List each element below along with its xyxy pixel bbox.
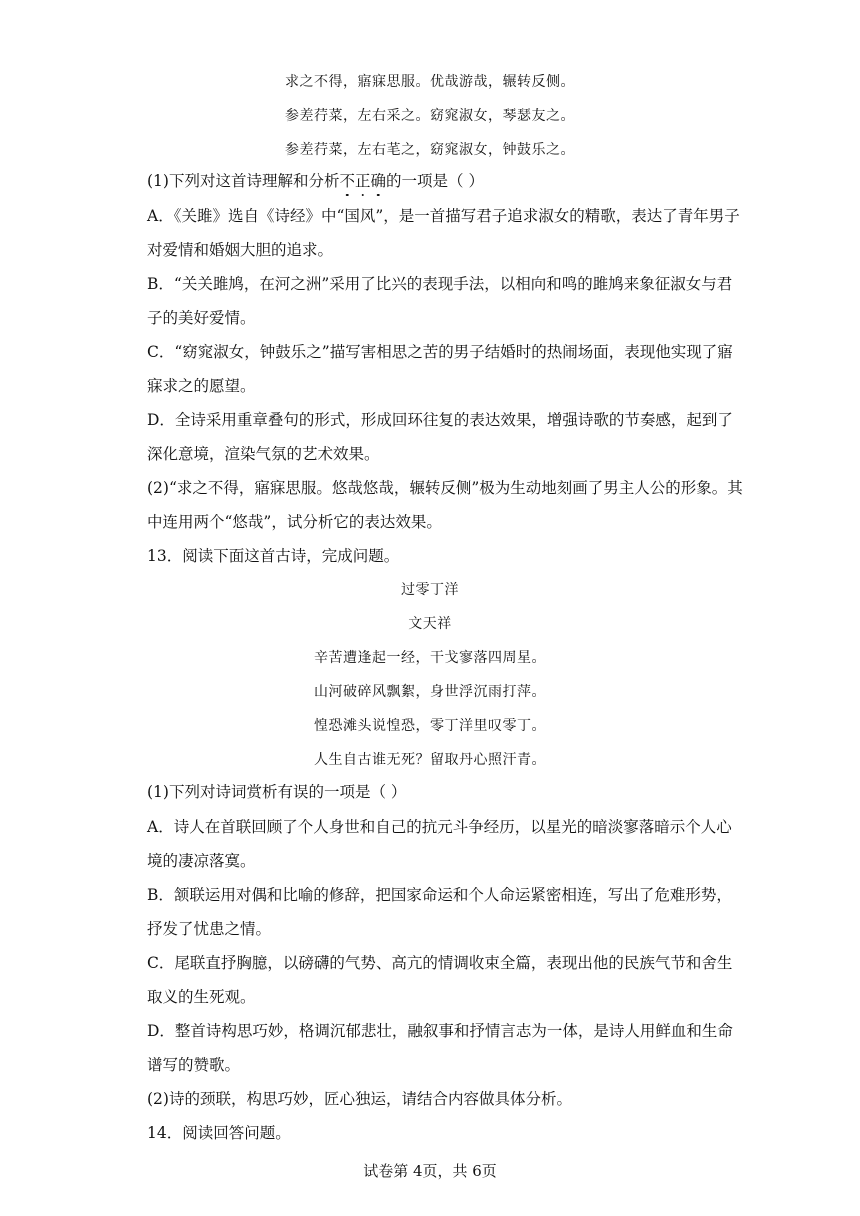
- option-d-line-1: D．全诗采用重章叠句的形式，形成回环往复的表达效果，增强诗歌的节奏感，起到了: [147, 411, 733, 429]
- poem-author: 文天祥: [408, 616, 452, 632]
- option-d-line-2: 谱写的赞歌。: [147, 1056, 241, 1074]
- poem-line: 山河破碎风飘絮，身世浮沉雨打萍。: [314, 684, 546, 700]
- option-c-line-2: 寐求之的愿望。: [147, 377, 256, 395]
- emphasis-char: 不: [339, 172, 355, 190]
- poem-line: 参差荇菜，左右芼之，窈窕淑女，钟鼓乐之。: [285, 142, 575, 158]
- question-13-heading: 13．阅读下面这首古诗，完成问题。: [147, 547, 400, 565]
- question-14-heading: 14．阅读回答问题。: [147, 1124, 291, 1142]
- option-c-line-1: C．尾联直抒胸臆，以磅礴的气势、高亢的情调收束全篇，表现出他的民族气节和舍生: [147, 954, 733, 972]
- question-13-part-2: (2)诗的颈联，构思巧妙，匠心独运，请结合内容做具体分析。: [147, 1090, 572, 1108]
- question-12-part-2: (2)“求之不得，寤寐思服。悠哉悠哉，辗转反侧”极为生动地刻画了男主人公的形象。其: [147, 479, 743, 497]
- poem-line: 辛苦遭逢起一经，干戈寥落四周星。: [314, 650, 546, 666]
- option-b-line-1: B．“关关雎鸠，在河之洲”采用了比兴的表现手法，以相向和鸣的雎鸠来象征淑女与君: [147, 275, 733, 293]
- emphasis-char: 确: [370, 172, 387, 190]
- option-b-line-2: 子的美好爱情。: [147, 309, 256, 327]
- poem-line: 惶恐滩头说惶恐，零丁洋里叹零丁。: [314, 718, 546, 734]
- option-d-line-1: D．整首诗构思巧妙，格调沉郁悲壮，融叙事和抒情言志为一体，是诗人用鲜血和生命: [147, 1022, 733, 1040]
- question-12-part-1: [147, 171, 484, 191]
- emphasis-char: 正: [354, 172, 371, 190]
- question-12-part-2-cont: 中连用两个“悠哉”，试分析它的表达效果。: [147, 513, 442, 531]
- question-text: 的一项是（ ）: [386, 172, 484, 190]
- question-text: (1)下列对这首诗理解和分析: [147, 172, 340, 190]
- poem-title: 过零丁洋: [401, 582, 459, 598]
- option-b-line-1: B．颔联运用对偶和比喻的修辞，把国家命运和个人命运紧密相连，写出了危难形势，: [147, 886, 732, 904]
- option-a-line-2: 境的凄凉落寞。: [147, 852, 256, 870]
- option-a-line-1: A．诗人在首联回顾了个人身世和自己的抗元斗争经历，以星光的暗淡寥落暗示个人心: [147, 818, 732, 836]
- page-footer: 试卷第 4页，共 6页: [363, 1162, 497, 1180]
- option-b-line-2: 抒发了忧患之情。: [147, 920, 272, 938]
- question-13-part-1: (1)下列对诗词赏析有误的一项是（ ）: [147, 783, 407, 801]
- option-c-line-2: 取义的生死观。: [147, 988, 256, 1006]
- poem-line: 参差荇菜，左右采之。窈窕淑女，琴瑟友之。: [285, 108, 575, 124]
- poem-line: 人生自古谁无死？留取丹心照汗青。: [314, 752, 546, 768]
- option-a-line-2: 对爱情和婚姻大胆的追求。: [147, 241, 334, 259]
- poem-line: 求之不得，寤寐思服。优哉游哉，辗转反侧。: [285, 74, 575, 90]
- option-c-line-1: C．“窈窕淑女，钟鼓乐之”描写害相思之苦的男子结婚时的热闹场面，表现他实现了寤: [147, 343, 733, 361]
- option-d-line-2: 深化意境，渲染气氛的艺术效果。: [147, 445, 380, 463]
- option-a-line-1: A．《关雎》选自《诗经》中“国风”，是一首描写君子追求淑女的精歌，表达了青年男子: [147, 207, 740, 225]
